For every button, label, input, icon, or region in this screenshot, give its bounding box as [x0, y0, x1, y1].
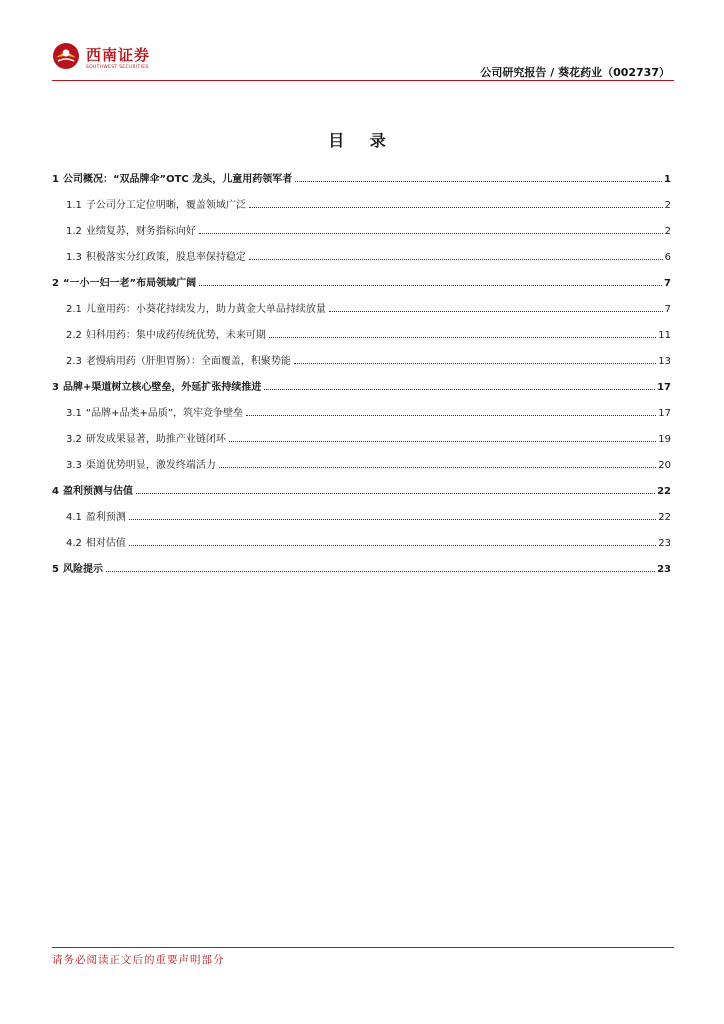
toc-entry-page: 17: [658, 408, 671, 419]
toc-entry-number: 4.1: [66, 512, 82, 523]
toc-entry-page: 7: [664, 304, 671, 315]
toc-dot-leader: [129, 519, 656, 520]
toc-entry-text: 积极落实分红政策，股息率保持稳定: [85, 252, 246, 263]
toc-dot-leader: [295, 181, 662, 182]
toc-entry-text: 相对估值: [85, 538, 126, 549]
toc-dot-leader: [229, 441, 656, 442]
toc-entry-text: 子公司分工定位明晰，覆盖领域广泛: [85, 200, 246, 211]
toc-dot-leader: [219, 467, 656, 468]
toc-entry[interactable]: [52, 482, 671, 508]
toc-entry-text: 盈利预测与估值: [62, 486, 133, 497]
toc-entry-number: 1: [52, 174, 59, 185]
toc-entry-page: 19: [658, 434, 671, 445]
toc-entry-page: 7: [664, 278, 671, 289]
toc-entry[interactable]: [52, 300, 671, 326]
toc-entry[interactable]: [52, 508, 671, 534]
logo-text: 西南证券: [86, 46, 151, 64]
toc-entry[interactable]: [52, 560, 671, 586]
toc-entry-page: 22: [658, 512, 671, 523]
toc-entry-page: 11: [658, 330, 671, 341]
toc-entry-number: 3.3: [66, 460, 82, 471]
toc-entry[interactable]: [52, 248, 671, 274]
toc-entry-page: 2: [664, 200, 671, 211]
toc-entry-number: 2.3: [66, 356, 82, 367]
page-header: [52, 40, 672, 82]
toc-entry-text: 儿童用药：小葵花持续发力，助力黄金大单品持续放量: [85, 304, 326, 315]
toc-dot-leader: [199, 233, 663, 234]
report-title: 公司研究报告 / 葵花药业（002737）: [480, 66, 670, 79]
toc-entry-text: 盈利预测: [85, 512, 126, 523]
toc-entry-number: 4.2: [66, 538, 82, 549]
toc-dot-leader: [249, 207, 663, 208]
table-of-contents: [52, 170, 671, 586]
toc-dot-leader: [136, 493, 655, 494]
toc-dot-leader: [249, 259, 663, 260]
toc-entry[interactable]: [52, 170, 671, 196]
footer-disclaimer: 请务必阅读正文后的重要声明部分: [52, 954, 225, 966]
header-divider: [52, 80, 674, 81]
toc-entry-page: 1: [664, 174, 671, 185]
toc-entry[interactable]: [52, 274, 671, 300]
toc-entry-number: 3.1: [66, 408, 82, 419]
toc-entry[interactable]: [52, 456, 671, 482]
toc-dot-leader: [264, 389, 655, 390]
toc-entry-number: 2.2: [66, 330, 82, 341]
toc-entry-page: 6: [664, 252, 671, 263]
toc-entry-number: 1.1: [66, 200, 82, 211]
toc-entry-text: 品牌+渠道树立核心壁垒，外延扩张持续推进: [62, 382, 262, 393]
toc-entry[interactable]: [52, 222, 671, 248]
toc-entry-text: 研发成果显著，助推产业链闭环: [85, 434, 226, 445]
toc-dot-leader: [129, 545, 656, 546]
toc-dot-leader: [269, 337, 656, 338]
toc-entry-page: 22: [657, 486, 671, 497]
toc-entry-text: “一小一妇一老”布局领域广阔: [62, 278, 197, 289]
toc-entry-number: 5: [52, 564, 59, 575]
footer-divider: [52, 947, 674, 948]
toc-dot-leader: [106, 571, 655, 572]
toc-entry-text: “品牌+品类+品质”，筑牢竞争壁垒: [85, 408, 244, 419]
toc-entry-number: 2: [52, 278, 59, 289]
company-logo-icon: [52, 42, 80, 70]
toc-entry-page: 13: [658, 356, 671, 367]
toc-entry-number: 2.1: [66, 304, 82, 315]
toc-dot-leader: [246, 415, 656, 416]
toc-entry-page: 23: [657, 564, 671, 575]
toc-entry-text: 业绩复苏，财务指标向好: [85, 226, 196, 237]
logo-subtext: SOUTHWEST SECURITIES: [86, 65, 149, 70]
toc-entry-page: 20: [658, 460, 671, 471]
toc-entry-number: 1.3: [66, 252, 82, 263]
toc-entry-text: 渠道优势明显，激发终端活力: [85, 460, 216, 471]
toc-entry-page: 2: [664, 226, 671, 237]
toc-dot-leader: [329, 311, 663, 312]
toc-entry[interactable]: [52, 196, 671, 222]
toc-entry-page: 23: [658, 538, 671, 549]
toc-entry-number: 1.2: [66, 226, 82, 237]
toc-entry-number: 3: [52, 382, 59, 393]
toc-dot-leader: [294, 363, 656, 364]
toc-entry-text: 风险提示: [62, 564, 103, 575]
toc-entry[interactable]: [52, 404, 671, 430]
toc-dot-leader: [199, 285, 662, 286]
toc-entry-text: 妇科用药：集中成药传统优势，未来可期: [85, 330, 266, 341]
toc-entry-text: 公司概况：“双品牌伞”OTC 龙头，儿童用药领军者: [62, 174, 293, 185]
toc-entry-number: 3.2: [66, 434, 82, 445]
toc-entry-number: 4: [52, 486, 59, 497]
toc-entry[interactable]: [52, 352, 671, 378]
toc-entry-text: 老慢病用药（肝胆胃肠）：全面覆盖，积聚势能: [85, 356, 291, 367]
toc-entry-page: 17: [657, 382, 671, 393]
toc-title: 目 录: [328, 131, 396, 150]
toc-entry[interactable]: [52, 378, 671, 404]
toc-entry[interactable]: [52, 534, 671, 560]
toc-entry[interactable]: [52, 326, 671, 352]
toc-entry[interactable]: [52, 430, 671, 456]
